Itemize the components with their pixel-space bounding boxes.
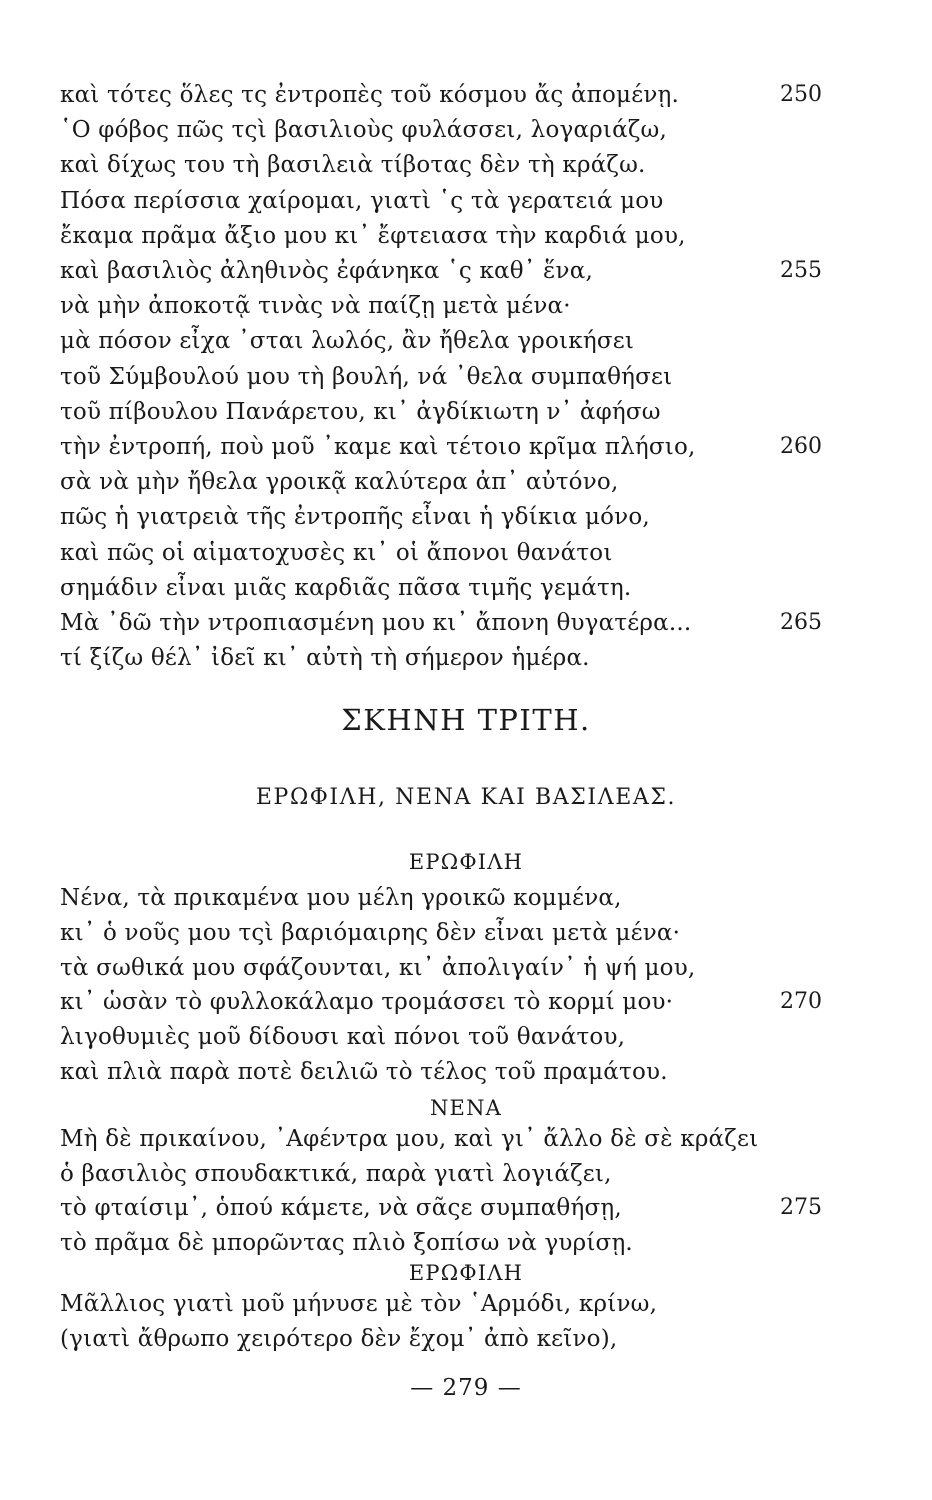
line-number: 260 — [780, 434, 822, 459]
verse-line: τὰ σωθικά μου σφάζουνται, κι᾽ ἀπολιγαίν᾽ ἡ ψή μου, — [60, 954, 696, 981]
verse-line: καὶ πῶς οἱ αἱματοχυσὲς κι᾽ οἱ ἄπονοι θανάτοι — [60, 539, 613, 566]
line-number: 270 — [780, 989, 822, 1015]
line-number: 275 — [780, 1195, 822, 1220]
speaker-name: ΕΡΩΦΙΛΗ — [408, 1261, 524, 1285]
line-number: 255 — [780, 258, 822, 283]
verse-line: μὰ πόσον εἶχα ᾽σται λωλός, ἂν ἤθελα γροικήσει — [60, 328, 635, 355]
verse-line: σημάδιν εἶναι μιᾶς καρδιᾶς πᾶσα τιμῆς γεμάτη. — [60, 574, 632, 601]
characters-heading: ΕΡΩΦΙΛΗ, ΝΕΝΑ ΚΑΙ ΒΑΣΙΛΕΑΣ. — [255, 785, 677, 810]
verse-line: Μὰ ᾽δῶ τὴν ντροπιασμένη μου κι᾽ ἄπονη θυγατέρα... — [60, 610, 692, 636]
verse-line: Μᾶλλιος γιατὶ μοῦ μήνυσε μὲ τὸν ῾Αρμόδι, κρίνω, — [60, 1291, 658, 1317]
verse-line: κι᾽ ὡσὰν τὸ φυλλοκάλαμο τρομάσσει τὸ κορμί μου· — [60, 989, 674, 1016]
page-number: — 279 — — [410, 1375, 522, 1401]
verse-line: καὶ δίχως του τὴ βασιλειὰ τίβοτας δὲν τὴ κράζω. — [60, 152, 646, 179]
verse-line: Νένα, τὰ πρικαμένα μου μέλη γροικῶ κομμένα, — [60, 885, 622, 911]
verse-line: νὰ μὴν ἀποκοτᾷ τινὰς νὰ παίζῃ μετὰ μένα· — [60, 293, 571, 320]
line-number: 265 — [780, 610, 822, 635]
verse-line: Πόσα περίσσια χαίρομαι, γιατὶ ῾ς τὰ γερατειά μου — [60, 187, 664, 214]
speaker-name: ΝΕΝΑ — [429, 1096, 503, 1120]
verse-line: τοῦ Σύμβουλού μου τὴ βουλή, νά ᾽θελα συμπαθήσει — [60, 363, 673, 390]
verse-line: πῶς ἡ γιατρειὰ τῆς ἐντροπῆς εἶναι ἡ γδίκια μόνο, — [60, 504, 650, 531]
verse-line: τὸ πρᾶμα δὲ μπορῶντας πλιὸ ξοπίσω νὰ γυρίσῃ. — [60, 1229, 633, 1256]
speaker-name: ΕΡΩΦΙΛΗ — [408, 850, 524, 874]
line-number: 250 — [780, 82, 822, 107]
verse-line: λιγοθυμιὲς μοῦ δίδουσι καὶ πόνοι τοῦ θανάτου, — [60, 1024, 626, 1051]
verse-line: τὴν ἐντροπή, ποὺ μοῦ ᾽καμε καὶ τέτοιο κρῖμα πλήσιο, — [60, 434, 696, 460]
verse-line: ἔκαμα πρᾶμα ἄξιο μου κι᾽ ἔφτειασα τὴν καρδιά μου, — [60, 222, 686, 249]
verse-line: ὁ βασιλιὸς σπουδακτικά, παρὰ γιατὶ λογιάζει, — [60, 1160, 612, 1187]
verse-line: (γιατὶ ἄθρωπο χειρότερο δὲν ἔχομ᾽ ἀπὸ κεῖνο), — [60, 1325, 618, 1352]
verse-line: καὶ πλιὰ παρὰ ποτὲ δειλιῶ τὸ τέλος τοῦ πραμάτου. — [60, 1059, 668, 1085]
verse-line: τοῦ πίβουλου Πανάρετου, κι᾽ ἀγδίκιωτη ν᾽ ἀφήσω — [60, 398, 661, 425]
verse-line: κι᾽ ὁ νοῦς μου τςὶ βαριόμαιρης δὲν εἶναι μετὰ μένα· — [60, 919, 681, 946]
verse-line: σὰ νὰ μὴν ἤθελα γροικᾷ καλύτερα ἀπ᾽ αὐτόνο, — [60, 469, 619, 496]
verse-line: Μὴ δὲ πρικαίνου, ᾽Αφέντρα μου, καὶ γι᾽ ἄλλο δὲ σὲ κράζει — [60, 1126, 759, 1152]
verse-line: καὶ τότες ὅλες τς ἐντροπὲς τοῦ κόσμου ἄς ἀπομένῃ. — [60, 82, 679, 108]
verse-line: ῾Ο φόβος πῶς τςὶ βασιλιοὺς φυλάσσει, λογαριάζω, — [60, 117, 667, 144]
scene-title: ΣΚΗΝΗ ΤΡΙΤΗ. — [341, 703, 591, 737]
verse-line: καὶ βασιλιὸς ἀληθινὸς ἐφάνηκα ῾ς καθ᾽ ἕνα, — [60, 258, 593, 284]
verse-line: τί ξίζω θέλ᾽ ἰδεῖ κι᾽ αὐτὴ τὴ σήμερον ἡμέρα. — [60, 645, 590, 672]
verse-line: τὸ φταίσιμ᾽, ὁπού κάμετε, νὰ σᾶςε συμπαθήσῃ, — [60, 1195, 622, 1221]
